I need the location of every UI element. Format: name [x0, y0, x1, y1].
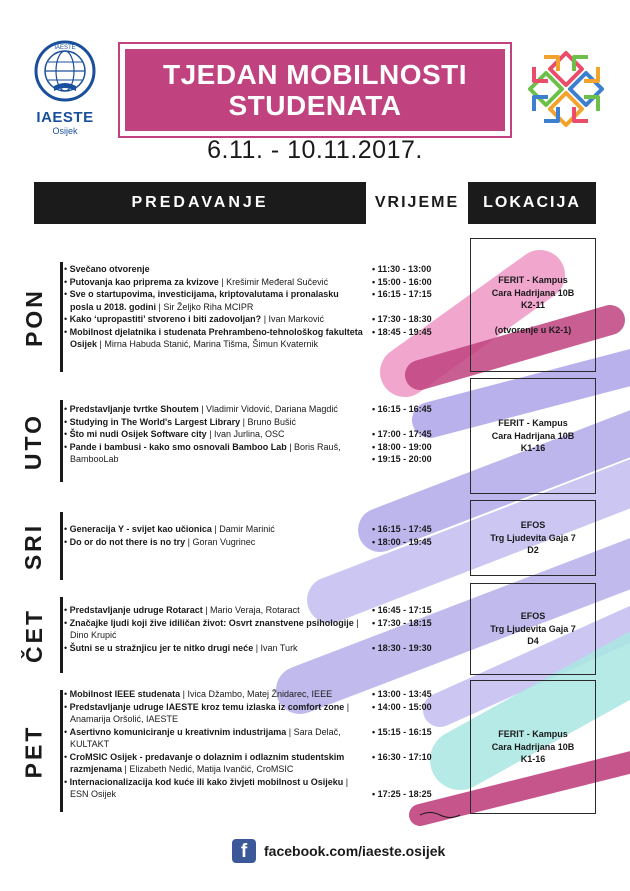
footer-social[interactable] — [232, 838, 445, 864]
time-slot: • 17:30 - 18:15 — [372, 617, 432, 628]
location-line: Cara Hadrijana 10B — [491, 430, 575, 441]
talk-item: • Pande i bambusi - kako smo osnovali Bamboo Lab | Boris Rauš, BambooLab — [64, 441, 341, 464]
talk-item: • Značajke ljudi koji žive idiličan život: Osvrt znanstvene psihologije | Dino Krupić — [64, 617, 359, 640]
location-line: D2 — [527, 545, 539, 556]
talk-item: • Sve o startupovima, investicijama, kriptovalutama i pronalasku posla u 2018. godini | Sir Željko Riha MCIPR — [64, 289, 339, 312]
time-slot: • 16:15 - 17:15 — [372, 289, 432, 299]
time-slot: • 14:00 - 15:00 — [372, 701, 432, 712]
location-box-tue — [470, 378, 596, 494]
iaeste-globe-icon — [34, 40, 96, 102]
talk-item: • CroMSIC Osijek - predavanje o dolaznim i odlaznim studentskim razmjenama | Elizabeth Nedić, Matija Ivančić, CroMSIC — [64, 751, 345, 774]
talk-item: • Putovanja kao priprema za kvizove | Krešimir Međeral Sučević — [64, 276, 329, 287]
day-separator — [60, 400, 63, 482]
location-box-wed — [470, 500, 596, 576]
time-slot: • 18:00 - 19:45 — [372, 536, 432, 547]
talk-list-mon — [64, 263, 364, 351]
time-slot: • 15:00 - 16:00 — [372, 276, 432, 287]
talk-item: • Predstavljanje tvrtke Shoutem | Vladimir Vidović, Dariana Magdić — [64, 404, 338, 414]
talk-item: • Kako ‘upropastiti’ stvoreno i biti zadovoljan? | Ivan Marković — [64, 314, 325, 324]
talk-item: • Predstavljanje udruge IAESTE kroz temu izlaska iz comfort zone | Anamarija Oršolić, IAESTE — [64, 701, 350, 724]
day-label-wed: SRI — [20, 522, 47, 570]
time-slot: • 17:00 - 17:45 — [372, 429, 432, 439]
header-time: VRIJEME — [374, 194, 460, 211]
location-line: K1-16 — [520, 754, 546, 765]
location-box-thu — [470, 583, 596, 675]
event-date: 6.11. - 10.11.2017. — [207, 136, 423, 164]
geometric-pattern-icon — [526, 49, 606, 129]
talk-list-thu — [64, 604, 364, 654]
header-talks: PREDAVANJE — [34, 182, 366, 224]
talk-item: • Do or do not there is no try | Goran Vugrinec — [64, 536, 256, 547]
location-line: (otvorenje u K2-1) — [494, 324, 572, 335]
talk-item: • Predstavljanje udruge Rotaract | Mario Veraja, Rotaract — [64, 605, 300, 615]
title-line-1: TJEDAN MOBILNOSTI — [162, 59, 468, 90]
location-line: Trg Ljudevita Gaja 7 — [490, 623, 576, 634]
location-line: Cara Hadrijana 10B — [491, 287, 575, 298]
day-separator — [60, 512, 63, 580]
location-box-mon — [470, 238, 596, 372]
talk-item: • Što mi nudi Osijek Software city | Ivan Jurlina, OSC — [64, 429, 285, 439]
title-banner — [120, 44, 510, 136]
location-line: FERIT - Kampus — [498, 418, 568, 429]
time-slot: • 16:30 - 17:10 — [372, 751, 432, 762]
talk-item: • Šutni se u stražnjicu jer te nitko drugi neće | Ivan Turk — [64, 642, 298, 653]
talk-list-tue — [64, 403, 364, 466]
time-slot: • 15:15 - 16:15 — [372, 726, 432, 737]
day-label-tue: UTO — [20, 412, 47, 470]
location-line: Cara Hadrijana 10B — [491, 741, 575, 752]
time-slot: • 19:15 - 20:00 — [372, 454, 432, 464]
day-separator — [60, 262, 63, 372]
location-box-fri — [470, 680, 596, 814]
iaeste-logo — [28, 40, 102, 136]
day-label-fri: PET — [20, 724, 47, 778]
time-slot: • 11:30 - 13:00 — [372, 264, 432, 274]
location-line: Trg Ljudevita Gaja 7 — [490, 532, 576, 543]
talk-item: • Mobilnost djelatnika i studenata Prehrambeno-tehnološkog fakulteta Osijek | Mirna Habuda Stanić, Marina Tišma, Šimun Kvaternik — [64, 326, 363, 349]
time-slot: • 18:00 - 19:00 — [372, 441, 432, 452]
location-line: D4 — [527, 636, 539, 647]
talk-list-wed — [64, 523, 364, 548]
time-slot: • 16:15 - 17:45 — [372, 524, 432, 534]
time-slot: • 16:45 - 17:15 — [372, 605, 432, 615]
time-slot: • 17:25 - 18:25 — [372, 789, 432, 799]
talk-item: • Svečano otvorenje — [64, 264, 150, 274]
talk-item: • Generacija Y - svijet kao učionica | Damir Marinić — [64, 524, 275, 534]
talk-item: • Mobilnost IEEE studenata | Ivica Džambo, Matej Žnidarec, IEEE — [64, 689, 333, 699]
location-line: EFOS — [520, 611, 546, 622]
time-slot: • 18:30 - 19:30 — [372, 642, 432, 653]
location-line: FERIT - Kampus — [498, 729, 568, 740]
header-location: LOKACIJA — [468, 182, 596, 224]
location-line: K2-11 — [520, 300, 546, 310]
location-line: EFOS — [520, 520, 546, 531]
title-line-2: STUDENATA — [228, 90, 402, 121]
logo-city: Osijek — [52, 126, 78, 136]
day-separator — [60, 597, 63, 673]
day-label-mon: PON — [20, 287, 47, 347]
time-slot: • 16:15 - 16:45 — [372, 404, 432, 414]
time-slot: • 13:00 - 13:45 — [372, 689, 432, 699]
talk-item: • Internacionalizacija kod kuće ili kako živjeti mobilnost u Osijeku | ESN Osijek — [64, 776, 349, 799]
time-slot: • 18:45 - 19:45 — [372, 326, 432, 337]
logo-ring-text: IAESTE — [54, 45, 76, 51]
time-slot: • 17:30 - 18:30 — [372, 314, 432, 324]
location-line: FERIT - Kampus — [498, 275, 568, 285]
day-separator — [60, 690, 63, 812]
facebook-icon[interactable]: f — [232, 839, 256, 863]
facebook-link[interactable]: facebook.com/iaeste.osijek — [264, 843, 446, 859]
day-label-thu: ČET — [20, 607, 47, 663]
talk-list-fri — [64, 688, 364, 801]
logo-name: IAESTE — [36, 109, 94, 126]
talk-item: • Studying in The World's Largest Library | Bruno Bušić — [64, 416, 297, 427]
location-line: K1-16 — [520, 443, 546, 454]
talk-item: • Asertivno komuniciranje u kreativnim industrijama | Sara Delač, KULTAKT — [64, 726, 341, 749]
